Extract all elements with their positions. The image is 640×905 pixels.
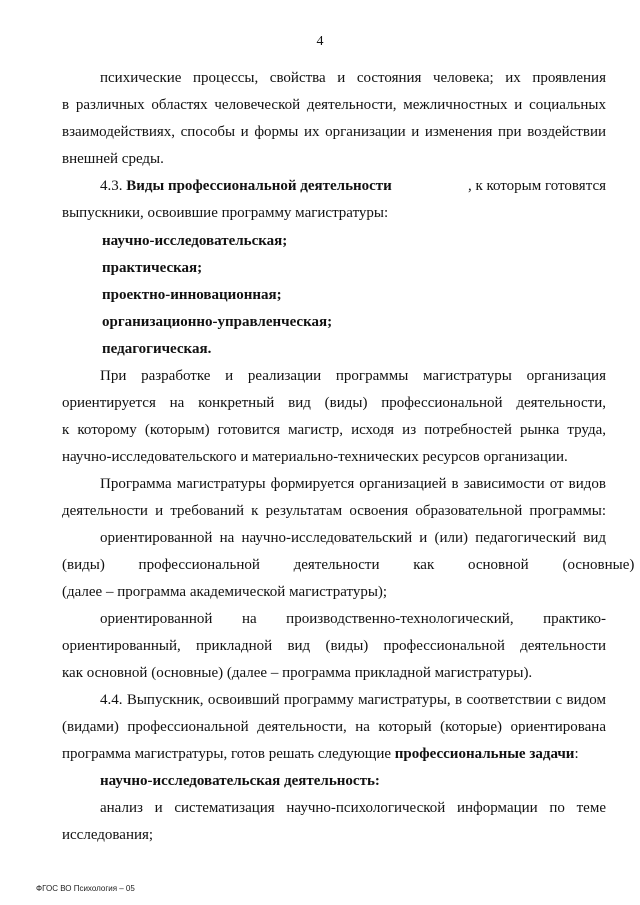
subsection-heading: научно-исследовательская деятельность: [100,773,380,789]
page-number: 4 [316,34,324,49]
text-line: (видами) профессиональной деятельности, на который (которые) ориентирована [62,719,606,735]
section-heading-line [100,177,606,195]
text-line: ориентированный, прикладной вид (виды) профессиональной деятельности [62,638,606,654]
text-line: 4.4. Выпускник, освоивший программу магистратуры, в соответствии с видом [100,692,606,708]
text-line: взаимодействиях, способы и формы их организации и изменения при воздействии [62,124,606,140]
bold-term: профессиональные задачи [394,746,575,762]
text-line: ориентируется на конкретный вид (виды) профессиональной деятельности, [62,395,606,411]
list-item: практическая; [102,260,203,276]
text-line: к которому (которым) готовится магистр, исходя из потребностей рынка труда, [62,422,606,438]
text-fragment: : [574,746,579,762]
text-line: (далее – программа академической магистратуры); [62,584,388,600]
text-line: в различных областях человеческой деятельности, межличностных и социальных [62,97,606,113]
text-line: анализ и систематизация научно-психологической информации по теме [100,800,606,816]
section-number: 4.3. [100,178,123,194]
text-line: исследования; [62,827,154,843]
text-line: психические процессы, свойства и состояния человека; их проявления [100,70,606,86]
footer-label: ФГОС ВО Психология – 05 [36,884,135,893]
text-line: научно-исследовательского и материально-технических ресурсов организации. [62,449,568,465]
text-line: как основной (основные) (далее – программа прикладной магистратуры). [62,665,533,681]
section-title: Виды профессиональной деятельности [126,178,392,194]
text-line: выпускники, освоившие программу магистратуры: [62,205,389,221]
list-item: педагогическая. [102,341,212,357]
text-fragment: программа магистратуры, готов решать следующие [62,746,395,762]
text-line: деятельности и требований к результатам освоения образовательной программы: [62,503,606,519]
text-fragment: , к которым готовятся [467,178,606,194]
list-item: организационно-управленческая; [102,314,333,330]
list-item: проектно-инновационная; [102,287,282,303]
text-line: Программа магистратуры формируется организацией в зависимости от видов [100,476,606,492]
text-line: внешней среды. [62,151,164,167]
text-line: ориентированной на производственно-технологический, практико- [100,611,606,627]
list-item: научно-исследовательская; [102,233,288,249]
text-line: При разработке и реализации программы магистратуры организация [100,368,606,384]
text-line [62,745,606,763]
text-line: (виды) профессиональной деятельности как основной (основные) [62,557,635,573]
text-line: ориентированной на научно-исследовательский и (или) педагогический вид [100,530,606,546]
